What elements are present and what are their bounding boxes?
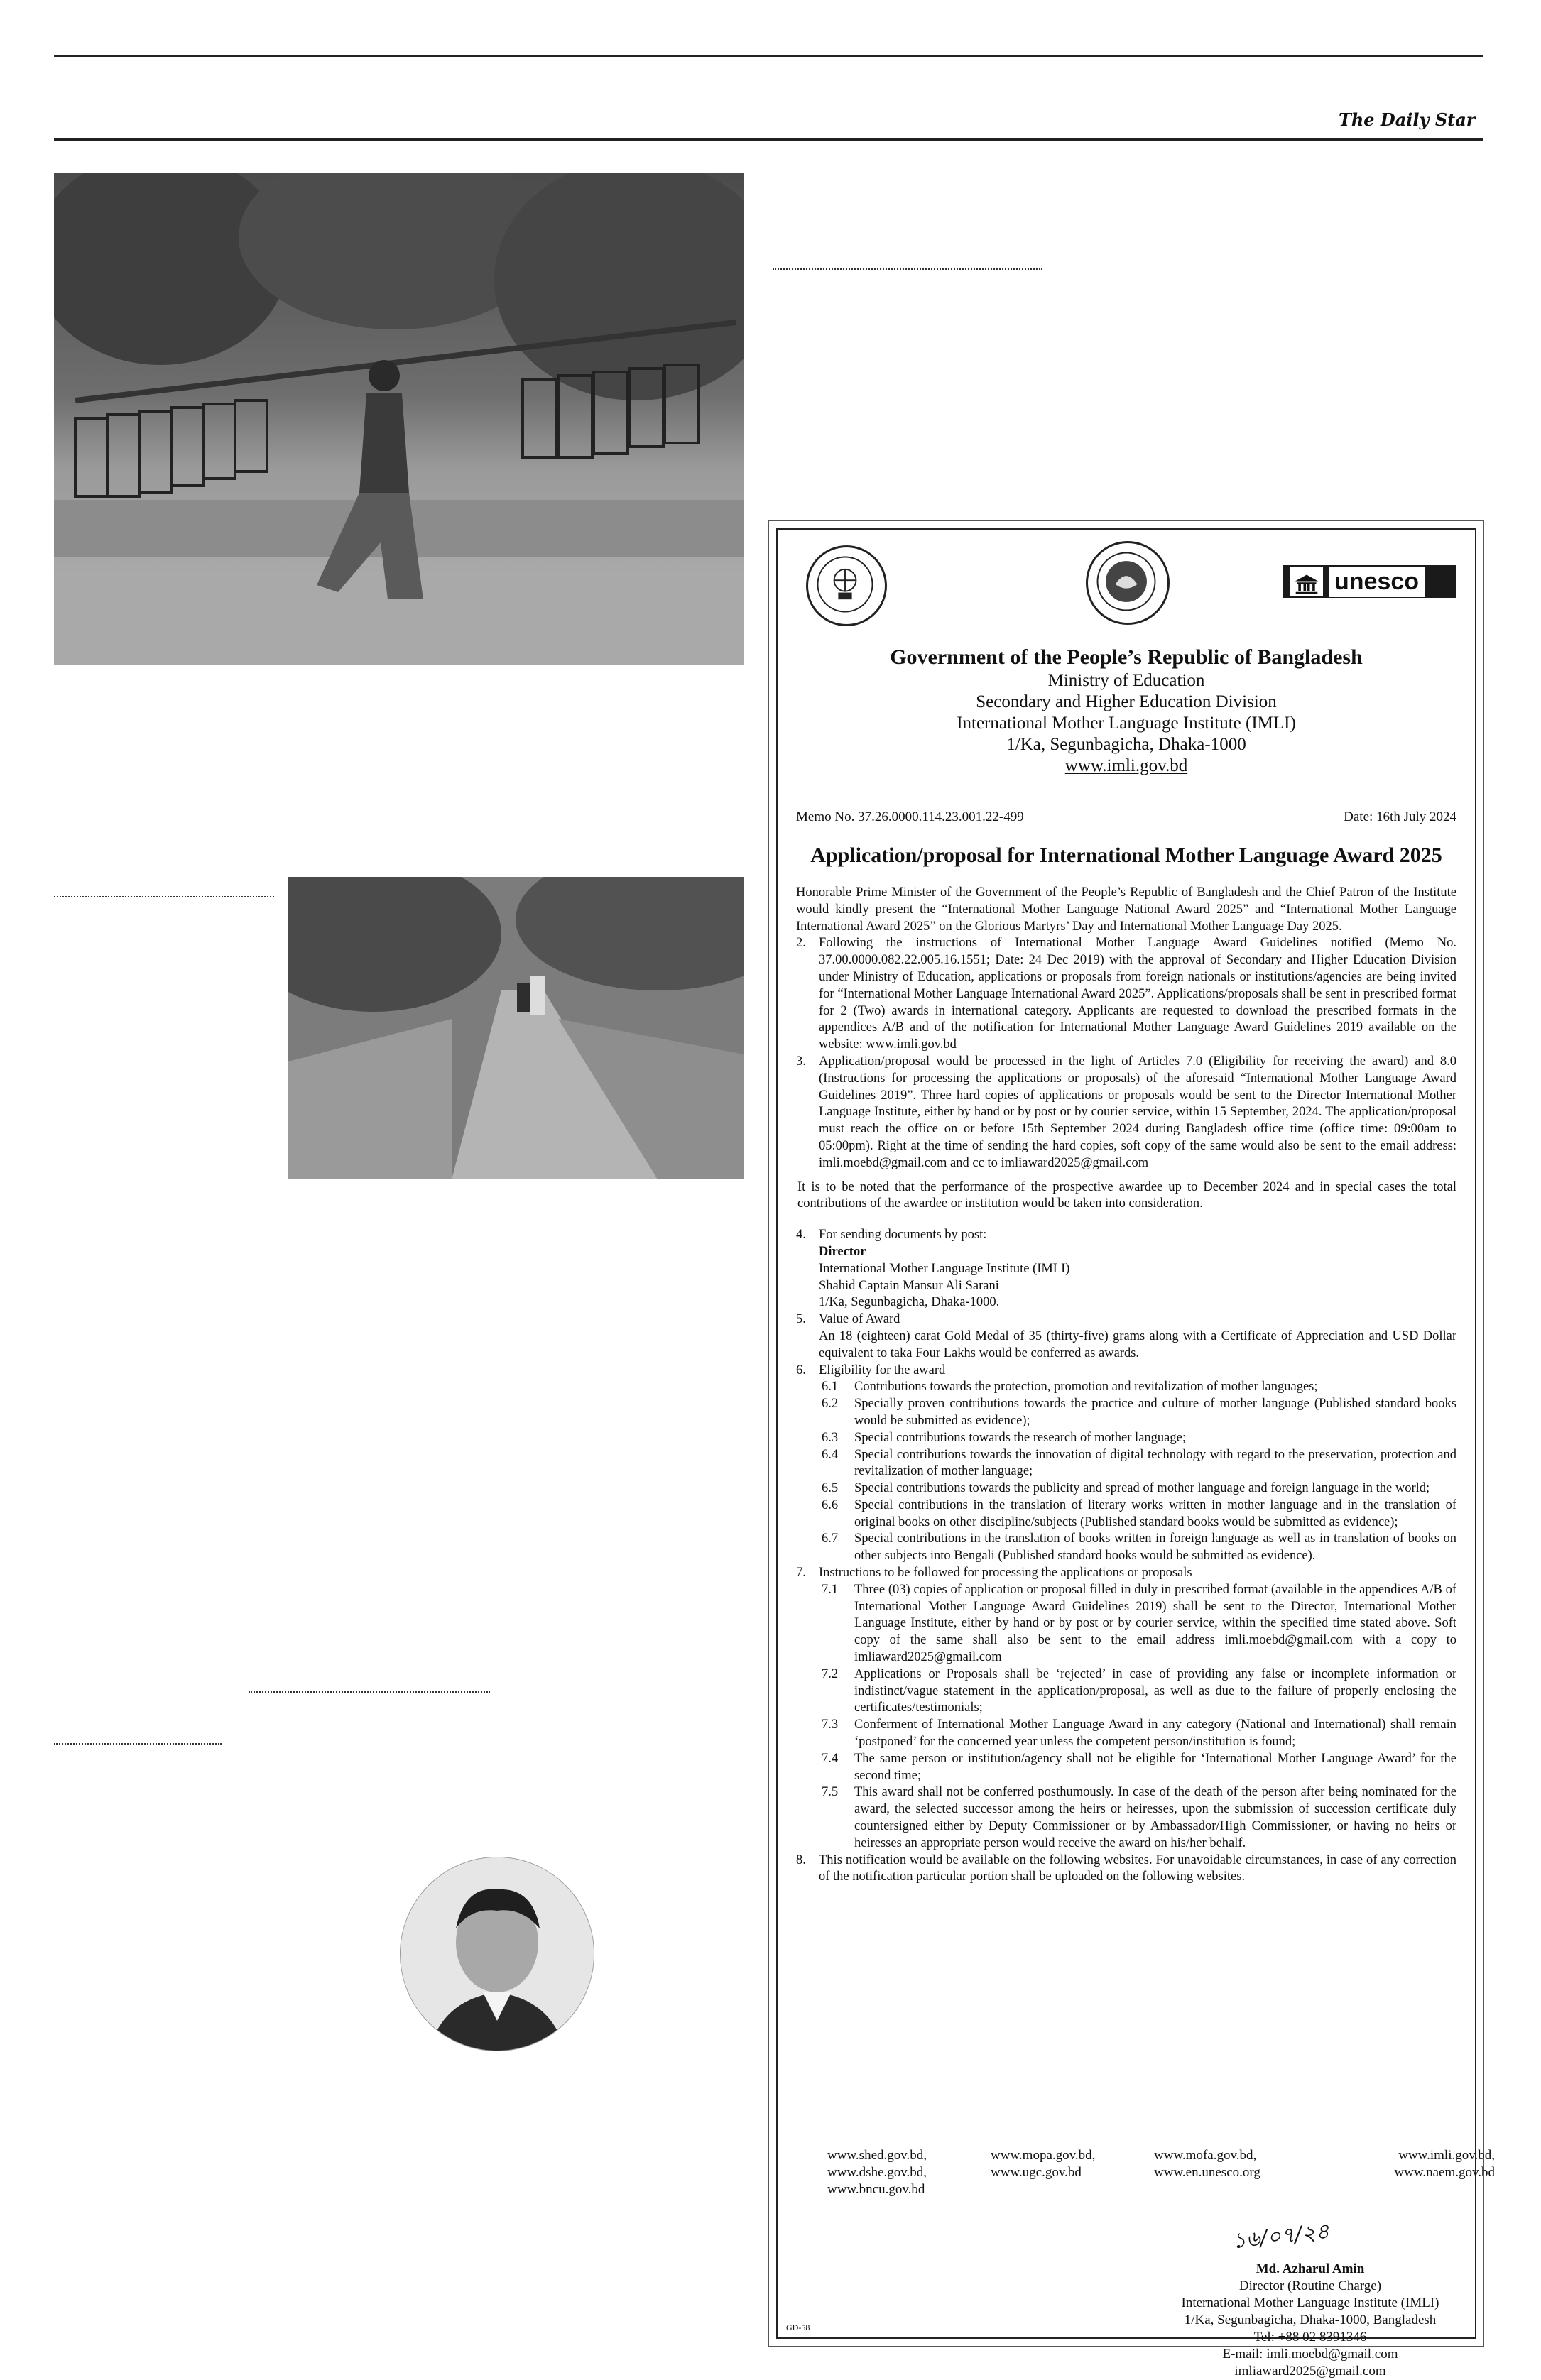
dotted-rule [54, 896, 274, 897]
unesco-logo [1283, 565, 1456, 598]
eligibility-item: 6.2 Specially proven contributions towards the practice and culture of mother language (Published standard books would be submitted as evidence); [822, 1397, 1456, 1428]
dotted-rule [773, 268, 1042, 270]
notice-body [796, 885, 1456, 1886]
website-item[interactable]: www.bncu.gov.bd [827, 2182, 925, 2197]
signature [1231, 2210, 1376, 2261]
unesco-wordmark: unesco [1329, 567, 1425, 597]
notice-title: Application/proposal for International Mother Language Award 2025 [810, 844, 1442, 867]
signature-date: ১৬/০৭/২৪ [1231, 2219, 1331, 2254]
signature-block: Md. Azharul Amin Director (Routine Charge) International Mother Language Institute (IMLI) 1/Ka, Segunbagicha, Dhaka-1000, Bangladesh Tel: +88 02 8391346 E-mail: imli.moebd@gmail.com imliaward2025@gmail.com [1161, 2261, 1459, 2380]
imli-advertisement [768, 520, 1495, 2379]
ad-code: GD-58 [786, 2322, 810, 2332]
paragraph-5: 5. Value of Award [796, 1312, 900, 1327]
header-line: Secondary and Higher Education Division [976, 692, 1277, 711]
website-item[interactable]: www.mopa.gov.bd, [991, 2148, 1096, 2163]
main-photo [54, 173, 744, 665]
eligibility-item: 6.7 Special contributions in the translation of books written in foreign language as well as in translation of books on other subjects into Bengali (Published standard books would be submitted as evidence). [822, 1532, 1456, 1563]
memo-date: Date: 16th July 2024 [1344, 809, 1456, 824]
road-photo [288, 877, 744, 1179]
header-line: International Mother Language Institute (IMLI) [957, 714, 1296, 733]
instruction-item: 7.5 This award shall not be conferred posthumously. In case of the death of the person after being nominated for the award, the selected successor among the heirs or heiresses, upon the submission of succession certificate duly countersigned either by Deputy Commissioner or by Ambassador/High Commissioner, or having no heirs or heiresses an appropriate person would receive the award on his/her behalf. [822, 1785, 1456, 1850]
paragraph-2: 2. Following the instructions of International Mother Language Award Guidelines notified (Memo No. 37.00.0000.082.22.005.16.1551; Date: 24 Dec 2019) with the approval of Secondary and Higher Education Division under Ministry of Education, applications or proposals from foreign nationals or institutions/agencies are being invited for “International Mother Language International Award 2025”. Applications/proposals shall be sent in prescribed format for 2 (Two) awards in international category. Applicants are requested to download the prescribed formats in the appendices A/B and of the notification for International Mother Language Award Guidelines 2019 available on the website: www.imli.gov.bd [796, 936, 1456, 1052]
signer-name: Md. Azharul Amin [1256, 2261, 1365, 2276]
header-line: 1/Ka, Segunbagicha, Dhaka-1000 [1006, 735, 1246, 754]
instruction-item: 7.1 Three (03) copies of application or proposal filled in duly in prescribed format (available in the appendices A/B of International Mother Language Award Guidelines 2019) shall be sent to the Director, International Mother Language Institute, either by hand or by post or by courier service, within the specified time stated above. Soft copy of the same shall also be sent to the email address imli.moebd@gmail.com with a copy to imliaward2025@gmail.com [822, 1582, 1456, 1665]
email-line-2[interactable]: imliaward2025@gmail.com [1234, 2364, 1386, 2379]
ad-header [796, 645, 1456, 777]
website-list [827, 2147, 1495, 2198]
website-item[interactable]: www.mofa.gov.bd, [1154, 2148, 1257, 2163]
website-link[interactable]: www.imli.gov.bd [1064, 756, 1188, 775]
unesco-temple-icon [1290, 567, 1323, 596]
paragraph-7: 7. Instructions to be followed for processing the applications or proposals [796, 1566, 1192, 1581]
website-item[interactable]: www.dshe.gov.bd, [827, 2165, 927, 2180]
instruction-item: 7.4 The same person or institution/agency shall not be eligible for ‘International Mother Language Award’ for the second time; [822, 1751, 1456, 1783]
dotted-rule [54, 1743, 222, 1745]
columnist-portrait [400, 1857, 594, 2051]
dotted-rule [249, 1691, 490, 1693]
website-item[interactable]: www.ugc.gov.bd [991, 2165, 1082, 2180]
header-rule [54, 138, 1483, 141]
header-line: Ministry of Education [1047, 671, 1205, 690]
eligibility-item: 6.6 Special contributions in the translation of literary works written in mother language and in the translation of original books on other discipline/subjects (Published standard books would be submitted as evidence); [822, 1497, 1456, 1529]
imli-seal-logo [806, 545, 887, 626]
bangladesh-government-seal [1086, 541, 1170, 625]
government-title: Government of the People’s Republic of Bangladesh [890, 645, 1363, 669]
award-value: An 18 (eighteen) carat Gold Medal of 35 (thirty-five) grams along with a Certificate of Appreciation and USD Dollar equivalent to taka Four Lakhs would be conferred as awards. [819, 1328, 1456, 1360]
memo-row [796, 809, 1456, 826]
eligibility-item: 6.1 Contributions towards the protection, promotion and revitalization of mother languages; [822, 1380, 1318, 1394]
eligibility-item: 6.5 Special contributions towards the publicity and spread of mother language and foreign language in the world; [822, 1481, 1430, 1496]
email-line[interactable]: E-mail: imli.moebd@gmail.com [1222, 2347, 1398, 2362]
instruction-item: 7.3 Conferment of International Mother Language Award in any category (National and International) shall remain ‘postponed’ for the concerned year unless the competent person/institution is found; [822, 1718, 1456, 1749]
postal-address: Director International Mother Language Institute (IMLI) Shahid Captain Mansur Ali Sarani 1/Ka, Segunbagicha, Dhaka-1000. [819, 1244, 1070, 1310]
website-item[interactable]: www.shed.gov.bd, [827, 2148, 927, 2163]
intro-paragraph: Honorable Prime Minister of the Government of the People’s Republic of Bangladesh and the Chief Patron of the Institute would kindly present the “International Mother Language National Award 2025” and “International Mother Language International Award 2025” on the Glorious Martyrs’ Day and International Mother Language Day 2025. [796, 885, 1456, 934]
website-item[interactable]: www.naem.gov.bd [1394, 2165, 1495, 2180]
eligibility-item: 6.3 Special contributions towards the research of mother language; [822, 1430, 1186, 1445]
website-item[interactable]: www.imli.gov.bd, [1398, 2148, 1495, 2163]
masthead-logo: The Daily Star [1339, 109, 1476, 130]
memo-number: Memo No. 37.26.0000.114.23.001.22-499 [796, 809, 1024, 824]
paragraph-8: 8. This notification would be available on the following websites. For unavoidable circumstances, in case of any correction of the notification particular portion shall be uploaded on the following websites. [796, 1852, 1456, 1884]
paragraph-4: 4. For sending documents by post: [796, 1228, 987, 1243]
note-paragraph: It is to be noted that the performance of the prospective awardee up to December 2024 and in special cases the total contributions of the awardee or institution would be taken into consideration. [797, 1179, 1456, 1211]
top-rule [54, 55, 1483, 57]
ad-border [776, 528, 1495, 2379]
instruction-item: 7.2 Applications or Proposals shall be ‘rejected’ in case of providing any false or incomplete information or indistinct/vague statement in the application/proposal, as well as due to the failure of properly enclosing the certificates/testimonials; [822, 1666, 1456, 1715]
eligibility-item: 6.4 Special contributions towards the innovation of digital technology with regard to the preservation, protection and revitalization of mother language; [822, 1447, 1456, 1479]
website-item[interactable]: www.en.unesco.org [1154, 2165, 1260, 2180]
paragraph-6: 6. Eligibility for the award [796, 1363, 946, 1377]
paragraph-3: 3. Application/proposal would be processed in the light of Articles 7.0 (Eligibility for receiving the award) and 8.0 (Instructions for processing the applications or proposals) of the aforesaid “International Mother Language Award Guidelines 2019”. Three hard copies of applications or proposals would be sent to the Director International Mother Language Institute, either by hand or by post or by courier service, within 15 September, 2024. The application/proposal must reach the office on or before 15th September 2024 during Bangladesh office time (office time: 09:00am to 05:00pm). Right at the time of sending the hard copies, soft copy of the same would also be sent to the email address: imli.moebd@gmail.com and cc to imliaward2025@gmail.com [796, 1054, 1456, 1170]
